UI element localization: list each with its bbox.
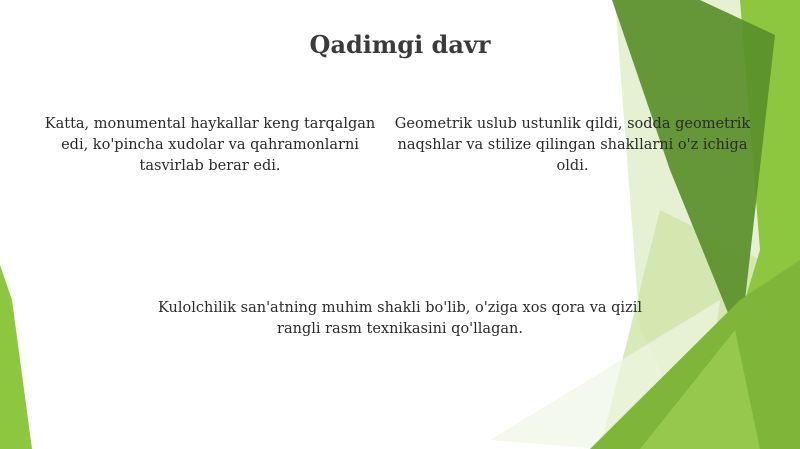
paragraph-pottery: Kulolchilik san'atning muhim shakli bo'lib, o'ziga xos qora va qizil rangli rasm texnikasini qo'llagan. [158,300,642,337]
slide-title: Qadimgi davr [309,30,491,59]
paragraph-sculpture: Katta, monumental haykallar keng tarqalgan edi, ko'pincha xudolar va qahramonlarni tasvirlab berar edi. [44,116,376,174]
paragraph-geometric-style: Geometrik uslub ustunlik qildi, sodda geometrik naqshlar va stilize qilingan shakllarni o'z ichiga oldi. [394,116,751,174]
left-edge-shape [0,265,32,449]
